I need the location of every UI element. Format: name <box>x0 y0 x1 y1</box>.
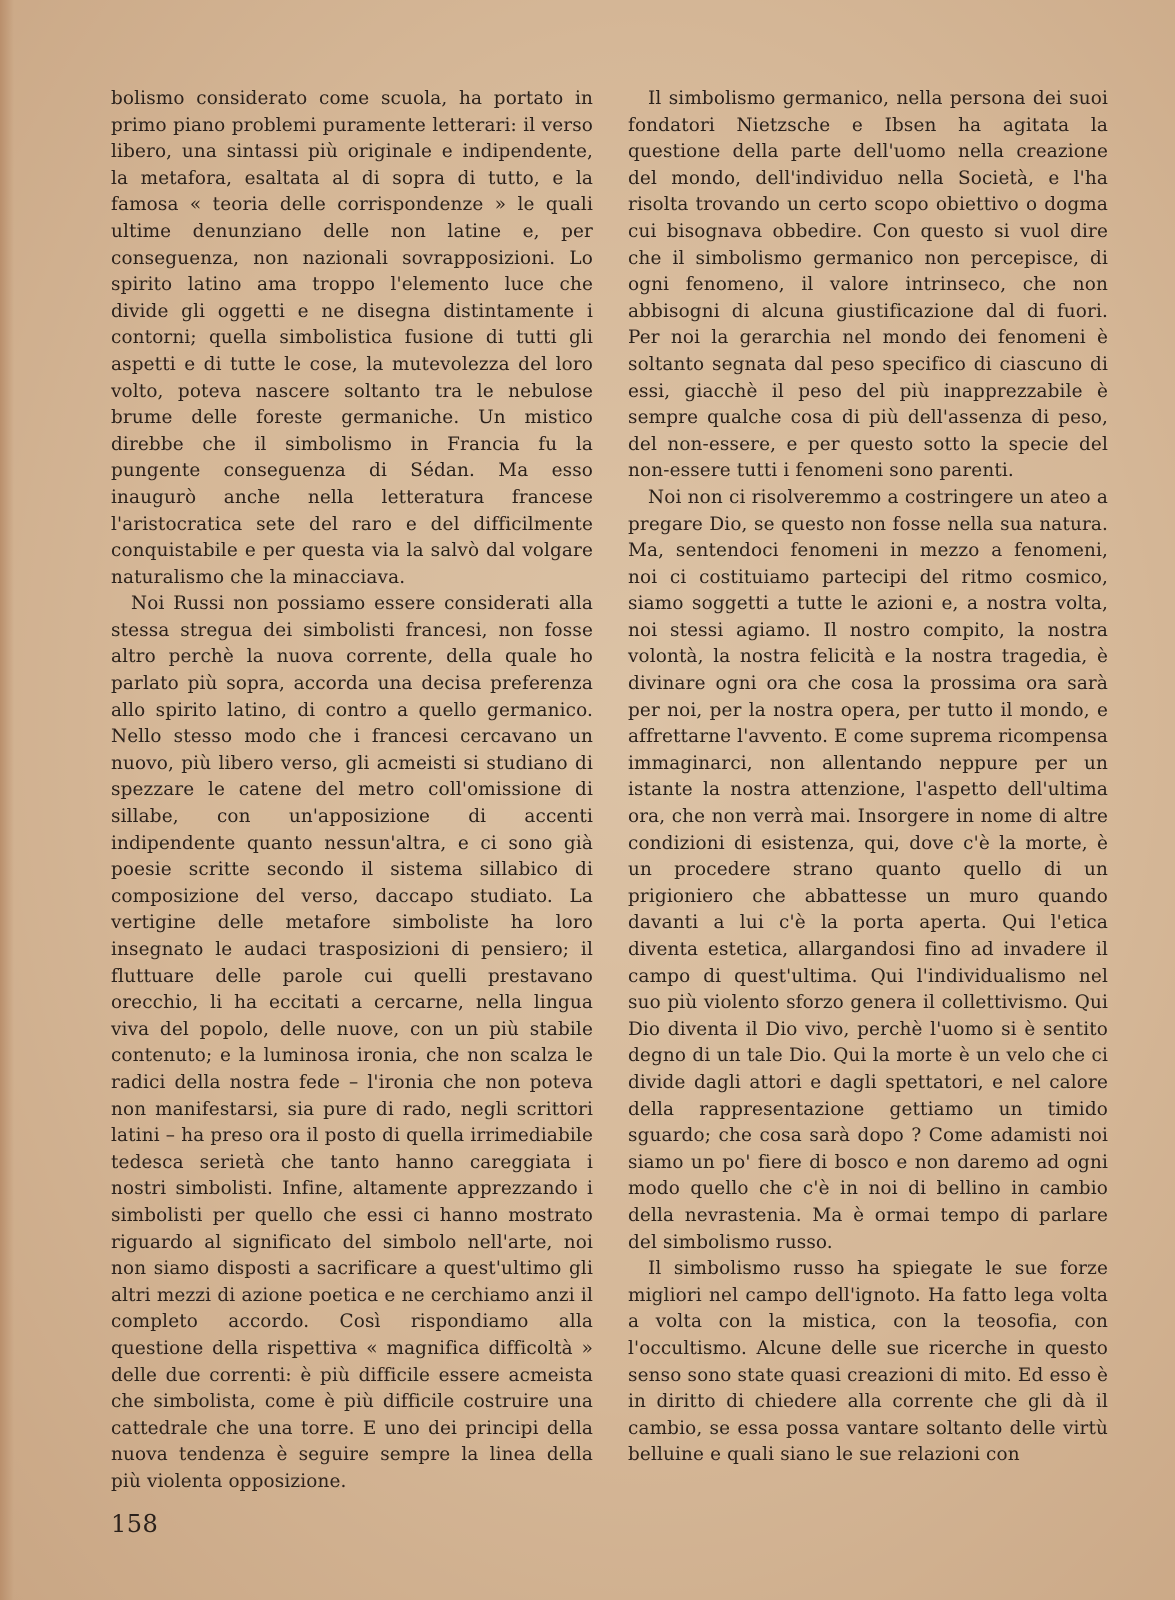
left-text-column <box>111 86 593 1495</box>
right-paragraph-3: Il simbolismo russo ha spiegate le sue forze migliori nel campo dell'ignoto. Ha fatto lega volta a volta con la mistica, con la teosofia, con l'occultismo. Alcune delle sue ricerche in questo senso sono state quasi creazioni di mito. Ed esso è in diritto di chiedere alla corrente che gli dà il cambio, se essa possa vantare soltanto delle virtù belluine e quali siano le sue relazioni con <box>628 1258 1108 1466</box>
left-paragraph-1: bolismo considerato come scuola, ha portato in primo piano problemi puramente letterari: il verso libero, una sintassi più originale e indipendente, la metafora, esaltata al di sopra di tutto, e la famosa « teoria delle corrispondenze » le quali ultime denunziano delle non latine e, per conseguenza, non nazionali sovrapposizioni. Lo spirito latino ama troppo l'elemento luce che divide gli oggetti e ne disegna distintamente i contorni; quella simbolistica fusione di tutti gli aspetti e di tutte le cose, la mutevolezza del loro volto, poteva nascere soltanto tra le nebulose brume delle foreste germaniche. Un mistico direbbe che il simbolismo in Francia fu la pungente conseguenza di Sédan. Ma esso inaugurò anche nella letteratura francese l'aristocratica sete del raro e del difficilmente conquistabile e per questa via la salvò dal volgare naturalismo che la minacciava. <box>111 88 593 588</box>
page-edge-shadow <box>0 0 14 1600</box>
page-number: 158 <box>111 1510 159 1538</box>
left-paragraph-2: Noi Russi non possiamo essere considerati alla stessa stregua dei simbolisti francesi, non fosse altro perchè la nuova corrente, della quale ho parlato più sopra, accorda una decisa preferenza allo spirito latino, di contro a quello germanico. Nello stesso modo che i francesi cercavano un nuovo, più libero verso, gli acmeisti si studiano di spezzare le catene del metro coll'omissione di sillabe, con un'apposizione di accenti indipendente quanto nessun'altra, e ci sono già poesie scritte secondo il sistema sillabico di composizione del verso, daccapo studiato. La vertigine delle metafore simboliste ha loro insegnato le audaci trasposizioni di pensiero; il fluttuare delle parole cui quelli prestavano orecchio, li ha eccitati a cercarne, nella lingua viva del popolo, delle nuove, con un più stabile contenuto; e la luminosa ironia, che non scalza le radici della nostra fede – l'ironia che non poteva non manifestarsi, sia pure di rado, negli scrittori latini – ha preso ora il posto di quella irrimediabile tedesca serietà che tanto hanno careggiata i nostri simbolisti. Infine, altamente apprezzando i simbolisti per quello che essi ci hanno mostrato riguardo al significato del simbolo nell'arte, noi non siamo disposti a sacrificare a quest'ultimo gli altri mezzi di azione poetica e ne cerchiamo anzi il completo accordo. Così rispondiamo alla questione della rispettiva « magnifica difficoltà » delle due correnti: è più difficile essere acmeista che simbolista, come è più difficile costruire una cattedrale che una torre. E uno dei principi della nuova tendenza è seguire sempre la linea della più violenta opposizione. <box>111 593 593 1492</box>
right-text-column <box>628 86 1108 1469</box>
right-paragraph-1: Il simbolismo germanico, nella persona dei suoi fondatori Nietzsche e Ibsen ha agitata la questione della parte dell'uomo nella creazione del mondo, dell'individuo nella Società, e l'ha risolta trovando un certo scopo obiettivo o dogma cui bisognava obbedire. Con questo si vuol dire che il simbolismo germanico non percepisce, di ogni fenomeno, il valore intrinseco, che non abbisogni di alcuna giustificazione dal di fuori. Per noi la gerarchia nel mondo dei fenomeni è soltanto segnata dal peso specifico di ciascuno di essi, giacchè il peso del più inapprezzabile è sempre qualche cosa di più dell'assenza di peso, del non-essere, e per questo sotto la specie del non-essere tutti i fenomeni sono parenti. <box>628 88 1108 482</box>
right-paragraph-2: Noi non ci risolveremmo a costringere un ateo a pregare Dio, se questo non fosse nella sua natura. Ma, sentendoci fenomeni in mezzo a fenomeni, noi ci costituiamo partecipi del ritmo cosmico, siamo soggetti a tutte le azioni e, a nostra volta, noi stessi agiamo. Il nostro compito, la nostra volontà, la nostra felicità e la nostra tragedia, è divinare ogni ora che cosa la prossima ora sarà per noi, per la nostra opera, per tutto il mondo, e affrettarne l'avvento. E come suprema ricompensa immaginarci, non allentando neppure per un istante la nostra attenzione, l'aspetto dell'ultima ora, che non verrà mai. Insorgere in nome di altre condizioni di esistenza, qui, dove c'è la morte, è un procedere strano quanto quello di un prigioniero che abbattesse un muro quando davanti a lui c'è la porta aperta. Qui l'etica diventa estetica, allargandosi fino ad invadere il campo di quest'ultima. Qui l'individualismo nel suo più violento sforzo genera il collettivismo. Qui Dio diventa il Dio vivo, perchè l'uomo si è sentito degno di un tale Dio. Qui la morte è un velo che ci divide dagli attori e dagli spettatori, e nel calore della rappresentazione gettiamo un timido sguardo; che cosa sarà dopo ? Come adamisti noi siamo un po' fiere di bosco e non daremo ad ogni modo quello che c'è in noi di bellino in cambio della nevrastenia. Ma è ormai tempo di parlare del simbolismo russo. <box>628 486 1108 1253</box>
